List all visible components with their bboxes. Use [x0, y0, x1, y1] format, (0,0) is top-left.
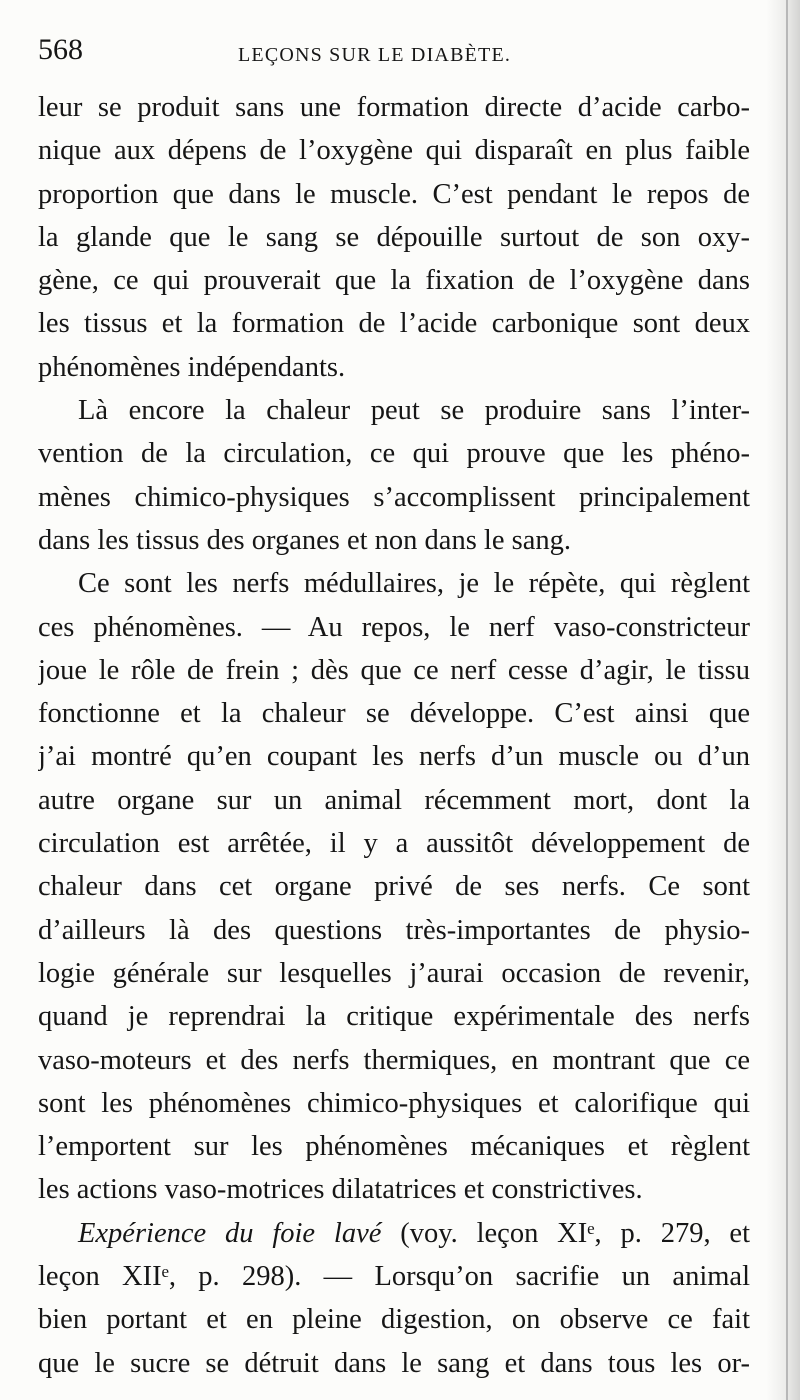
- text-line: ces phénomènes. — Au repos, le nerf vaso-constricteur: [38, 611, 750, 643]
- text-line: dans les tissus des organes et non dans le sang.: [38, 524, 571, 556]
- text-line: la glande que le sang se dépouille surtout de son oxy-: [38, 221, 750, 253]
- text-line: logie générale sur lesquelles j’aurai occasion de revenir,: [38, 957, 750, 989]
- text-line: les actions vaso-motrices dilatatrices et constrictives.: [38, 1174, 643, 1206]
- text-line: quand je reprendrai la critique expérimentale des nerfs: [38, 1001, 750, 1033]
- text-line: sont les phénomènes chimico-physiques et calorifique qui: [38, 1087, 750, 1119]
- text-line: vaso-moteurs et des nerfs thermiques, en montrant que ce: [38, 1044, 750, 1076]
- body-text: [38, 86, 750, 1385]
- text-line: proportion que dans le muscle. C’est pendant le repos de: [38, 178, 750, 210]
- page-number: 568: [38, 33, 83, 66]
- text-line: chaleur dans cet organe privé de ses nerfs. Ce sont: [38, 871, 750, 903]
- text-line: mènes chimico-physiques s’accomplissent principalement: [38, 481, 750, 513]
- text-line: phénomènes indépendants.: [38, 351, 346, 383]
- text-line: Ce sont les nerfs médullaires, je le répète, qui règlent: [78, 568, 750, 600]
- experiment-title: Expérience du foie lavé: [78, 1217, 382, 1249]
- text-line: Là encore la chaleur peut se produire sans l’inter-: [78, 395, 750, 427]
- text-line: que le sucre se détruit dans le sang et dans tous les or-: [38, 1347, 750, 1379]
- page-header: [38, 32, 738, 72]
- text-line: l’emportent sur les phénomènes mécaniques et règlent: [38, 1131, 750, 1163]
- text-line: joue le rôle de frein ; dès que ce nerf cesse d’agir, le tissu: [38, 654, 750, 686]
- text-line: d’ailleurs là des questions très-importantes de physio-: [38, 914, 750, 946]
- experiment-reference: (voy. leçon XIᵉ, p. 279, et: [381, 1217, 750, 1249]
- binding-shadow: [766, 0, 800, 1400]
- binding-edge: [786, 0, 788, 1400]
- text-line: gène, ce qui prouverait que la fixation de l’oxygène dans: [38, 265, 750, 297]
- text-line: fonctionne et la chaleur se développe. C’est ainsi que: [38, 698, 750, 730]
- text-line: circulation est arrêtée, il y a aussitôt développement de: [38, 828, 750, 860]
- text-line: autre organe sur un animal récemment mort, dont la: [38, 784, 750, 816]
- text-line: nique aux dépens de l’oxygène qui disparaît en plus faible: [38, 135, 750, 167]
- running-title: LEÇONS SUR LE DIABÈTE.: [238, 44, 512, 66]
- text-line: leçon XIIᵉ, p. 298). — Lorsqu’on sacrifie un animal: [38, 1261, 750, 1293]
- text-line: les tissus et la formation de l’acide carbonique sont deux: [38, 308, 750, 340]
- text-line: leur se produit sans une formation directe d’acide carbo-: [38, 92, 750, 123]
- text-line: [38, 1212, 750, 1255]
- text-line: j’ai montré qu’en coupant les nerfs d’un muscle ou d’un: [38, 741, 750, 773]
- text-line: vention de la circulation, ce qui prouve que les phéno-: [38, 438, 750, 470]
- text-line: bien portant et en pleine digestion, on observe ce fait: [38, 1304, 750, 1336]
